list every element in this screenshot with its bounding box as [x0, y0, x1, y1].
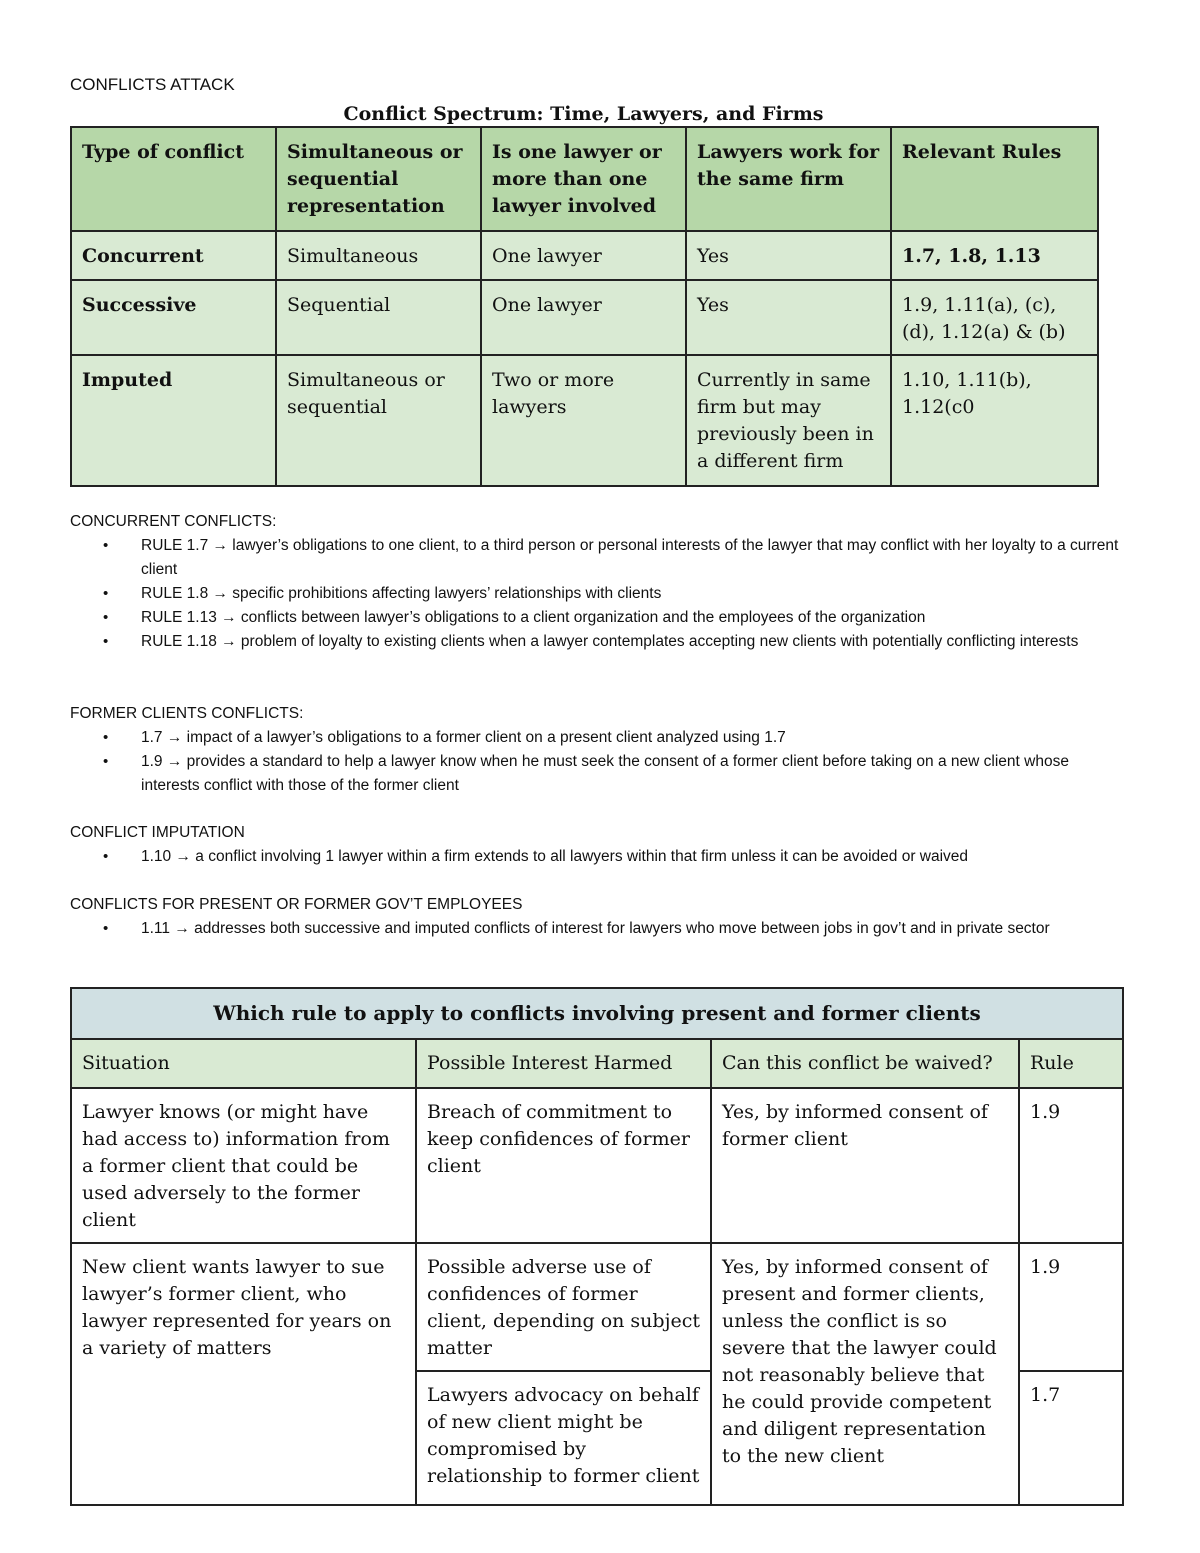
situation-cell: Lawyer knows (or might have had access to) information from a former client that could be used adversely to the former client: [71, 1088, 416, 1243]
list-item-text: 1.10 → a conflict involving 1 lawyer within a firm extends to all lawyers within that firm unless it can be avoided or waived: [141, 848, 969, 865]
section-heading: CONCURRENT CONFLICTS:: [70, 513, 277, 530]
column-header: Possible Interest Harmed: [416, 1039, 711, 1088]
list-item: [70, 750, 1130, 798]
column-header: Type of conflict: [71, 127, 276, 231]
bullet-icon: •: [103, 920, 109, 937]
interest-harmed-cell: Possible adverse use of confidences of former client, depending on subject matter: [416, 1243, 711, 1371]
bullet-list: [70, 534, 1130, 654]
govt-employees-conflicts-section: [70, 893, 1130, 941]
conflict-imputation-section: [70, 821, 1130, 869]
interest-harmed-cell: Breach of commitment to keep confidences of former client: [416, 1088, 711, 1243]
section-heading: CONFLICTS FOR PRESENT OR FORMER GOV’T EMPLOYEES: [70, 896, 523, 913]
bullet-icon: •: [103, 585, 109, 602]
list-item-text: 1.9 → provides a standard to help a lawyer know when he must seek the consent of a former client before taking on a new client whose interests conflict with those of the former client: [141, 753, 1069, 794]
table-header-row: [71, 1039, 1123, 1088]
bullet-list: [70, 917, 1130, 941]
concurrent-conflicts-section: [70, 510, 1130, 654]
timing-cell: Sequential: [276, 280, 481, 355]
rule-application-table: [70, 987, 1124, 1506]
same-firm-cell: Yes: [686, 231, 891, 280]
table-header-row: [71, 127, 1098, 231]
lawyers-cell: Two or more lawyers: [481, 355, 686, 486]
section-heading: FORMER CLIENTS CONFLICTS:: [70, 705, 304, 722]
rule-cell: 1.9: [1019, 1088, 1123, 1243]
column-header: Can this conflict be waived?: [711, 1039, 1019, 1088]
list-item-text: RULE 1.8 → specific prohibitions affecting lawyers’ relationships with clients: [141, 585, 662, 602]
section-heading: CONFLICT IMPUTATION: [70, 824, 245, 841]
table-row: [71, 1088, 1123, 1243]
bullet-icon: •: [103, 537, 109, 554]
column-header: Simultaneous or sequential representation: [276, 127, 481, 231]
rules-cell: 1.7, 1.8, 1.13: [891, 231, 1098, 280]
conflict-type-cell: Concurrent: [71, 231, 276, 280]
rule-table-caption: Which rule to apply to conflicts involving present and former clients: [71, 988, 1123, 1039]
rules-cell: 1.9, 1.11(a), (c), (d), 1.12(a) & (b): [891, 280, 1098, 355]
spectrum-table-caption: Conflict Spectrum: Time, Lawyers, and Firms: [343, 103, 824, 125]
column-header: Relevant Rules: [891, 127, 1098, 231]
lawyers-cell: One lawyer: [481, 280, 686, 355]
timing-cell: Simultaneous: [276, 231, 481, 280]
bullet-icon: •: [103, 729, 109, 746]
situation-cell: New client wants lawyer to sue lawyer’s former client, who lawyer represented for years on a variety of matters: [71, 1243, 416, 1505]
list-item-text: 1.11 → addresses both successive and imputed conflicts of interest for lawyers who move between jobs in gov’t and in private sector: [141, 920, 1050, 937]
table-row: [71, 231, 1098, 280]
bullet-list: [70, 845, 1130, 869]
table-row: [71, 280, 1098, 355]
bullet-icon: •: [103, 848, 109, 865]
interest-harmed-cell: Lawyers advocacy on behalf of new client might be compromised by relationship to former client: [416, 1371, 711, 1505]
bullet-icon: •: [103, 753, 109, 770]
column-header: Lawyers work for the same firm: [686, 127, 891, 231]
list-item-text: RULE 1.13 → conflicts between lawyer’s obligations to a client organization and the employees of the organization: [141, 609, 926, 626]
bullet-list: [70, 726, 1130, 798]
list-item: [70, 917, 1130, 941]
timing-cell: Simultaneous or sequential: [276, 355, 481, 486]
column-header: Rule: [1019, 1039, 1123, 1088]
list-item-text: RULE 1.7 → lawyer’s obligations to one client, to a third person or personal interests of the lawyer that may conflict with her loyalty to a current client: [141, 537, 1119, 578]
conflict-spectrum-table: [70, 126, 1099, 487]
document-title: CONFLICTS ATTACK: [70, 75, 235, 94]
bullet-icon: •: [103, 633, 109, 650]
same-firm-cell: Yes: [686, 280, 891, 355]
column-header: Situation: [71, 1039, 416, 1088]
column-header: Is one lawyer or more than one lawyer involved: [481, 127, 686, 231]
rules-cell: 1.10, 1.11(b), 1.12(c0: [891, 355, 1098, 486]
table-caption-row: [71, 988, 1123, 1039]
lawyers-cell: One lawyer: [481, 231, 686, 280]
same-firm-cell: Currently in same firm but may previously been in a different firm: [686, 355, 891, 486]
list-item: [70, 845, 1130, 869]
list-item-text: RULE 1.18 → problem of loyalty to existing clients when a lawyer contemplates accepting new clients with potentially conflicting interests: [141, 633, 1079, 650]
conflict-type-cell: Successive: [71, 280, 276, 355]
rule-cell: 1.7: [1019, 1371, 1123, 1505]
conflict-type-cell: Imputed: [71, 355, 276, 486]
waiver-cell: Yes, by informed consent of present and former clients, unless the conflict is so severe that the lawyer could not reasonably believe that he could provide competent and diligent representation to the new client: [711, 1243, 1019, 1505]
list-item: [70, 726, 1130, 750]
table-row: [71, 1243, 1123, 1371]
list-item: [70, 582, 1130, 606]
bullet-icon: •: [103, 609, 109, 626]
list-item: [70, 606, 1130, 630]
list-item: [70, 534, 1130, 582]
waiver-cell: Yes, by informed consent of former client: [711, 1088, 1019, 1243]
list-item-text: 1.7 → impact of a lawyer’s obligations to a former client on a present client analyzed using 1.7: [141, 729, 786, 746]
table-row: [71, 355, 1098, 486]
former-clients-conflicts-section: [70, 702, 1130, 798]
list-item: [70, 630, 1130, 654]
rule-cell: 1.9: [1019, 1243, 1123, 1371]
